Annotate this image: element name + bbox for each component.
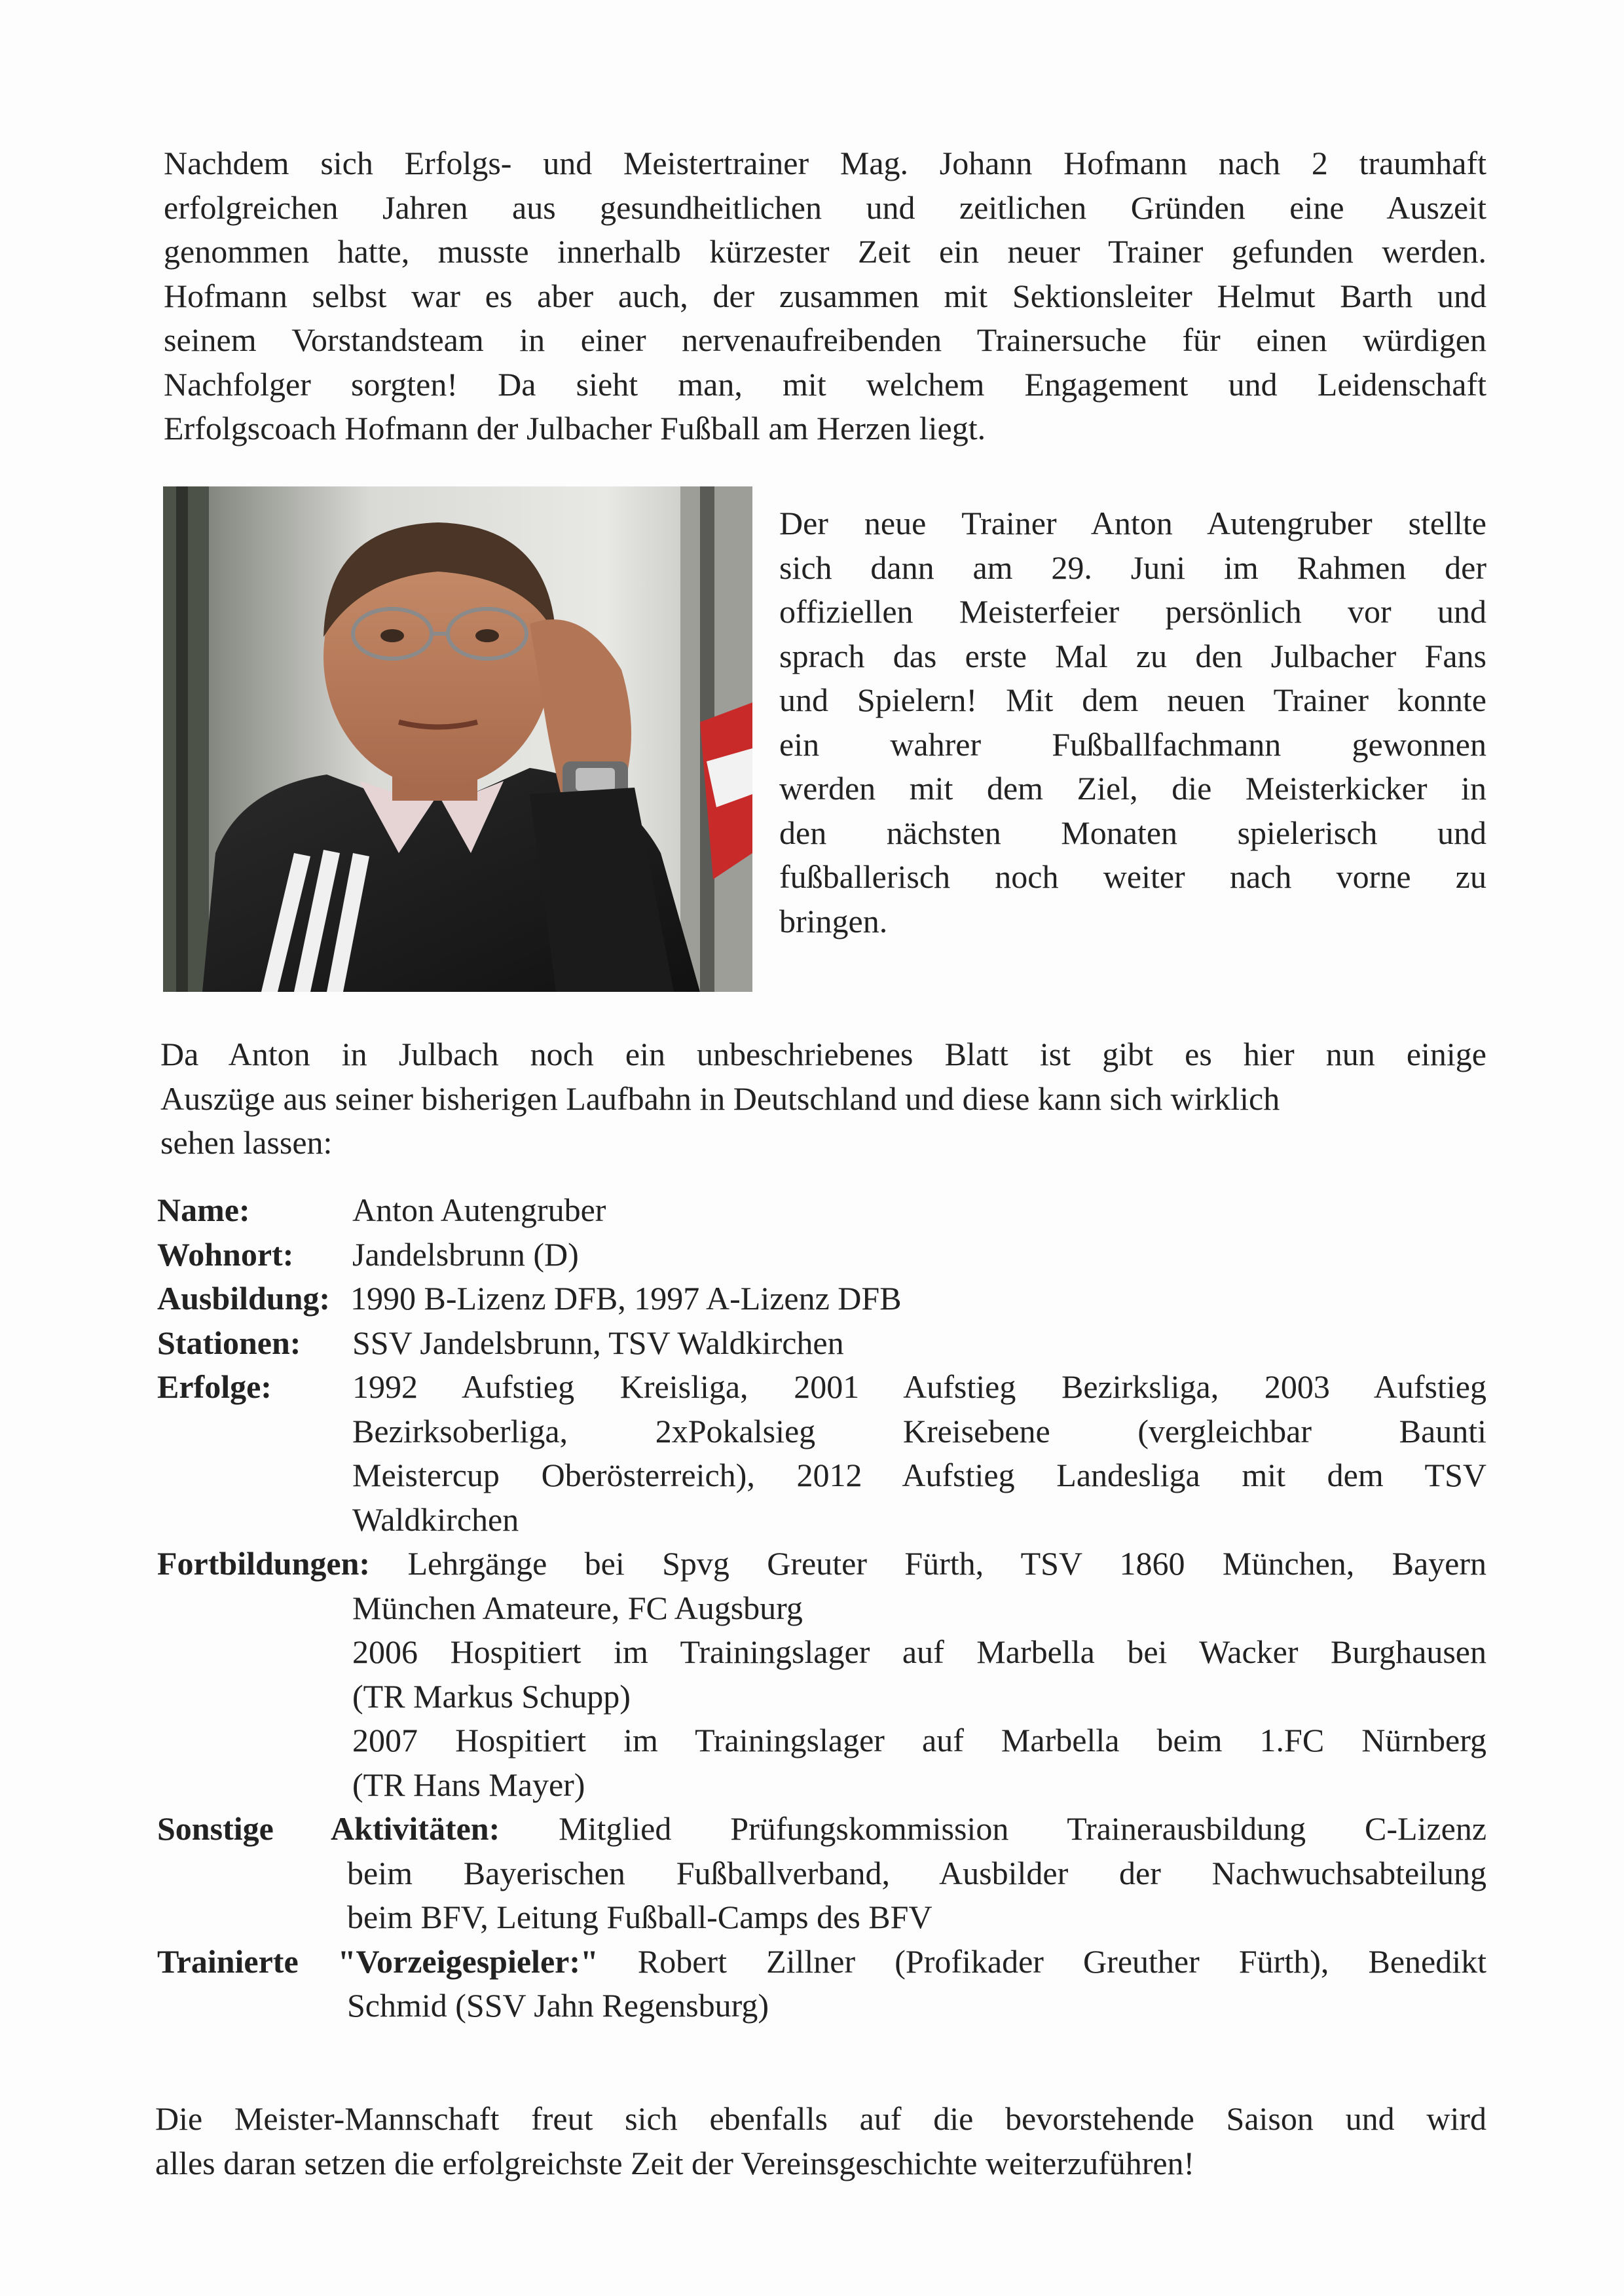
intro-line: erfolgreichen Jahren aus gesundheitlichen und zeitlichen Gründen eine Auszeit xyxy=(164,189,1486,226)
stationen-value: SSV Jandelsbrunn, TSV Waldkirchen xyxy=(352,1324,844,1361)
lead-line: sehen lassen: xyxy=(160,1124,333,1161)
profile-row-fortbildungen xyxy=(157,1542,1486,1807)
profile-section xyxy=(157,1188,1486,2028)
sonstige-line: beim Bayerischen Fußballverband, Ausbilder der Nachwuchsabteilung xyxy=(347,1854,1486,1891)
side-line: bringen. xyxy=(779,902,888,939)
side-line: offiziellen Meisterfeier persönlich vor und xyxy=(779,593,1486,630)
side-paragraph xyxy=(779,501,1486,943)
profile-row-trainierte xyxy=(157,1940,1486,2028)
side-line: den nächsten Monaten spielerisch und xyxy=(779,814,1486,851)
side-line: sprach das erste Mal zu den Julbacher Fans xyxy=(779,637,1486,674)
profile-row-wohnort xyxy=(157,1233,1486,1277)
lead-line: Auszüge aus seiner bisherigen Laufbahn in Deutschland und diese kann sich wirklich xyxy=(160,1080,1280,1117)
side-line: fußballerisch noch weiter nach vorne zu xyxy=(779,858,1486,895)
trainierte-label: Trainierte "Vorzeigespieler:" xyxy=(157,1942,599,1980)
fortbildungen-line: (TR Hans Mayer) xyxy=(352,1766,585,1803)
side-line: ein wahrer Fußballfachmann gewonnen xyxy=(779,725,1486,763)
intro-line: Nachdem sich Erfolgs- und Meistertrainer Mag. Johann Hofmann nach 2 traumhaft xyxy=(164,145,1486,181)
closing-paragraph xyxy=(155,2097,1486,2185)
trainierte-first-line xyxy=(157,1940,1486,1984)
profile-row-stationen xyxy=(157,1321,1486,1366)
side-line: und Spielern! Mit dem neuen Trainer konnte xyxy=(779,682,1486,718)
wohnort-value: Jandelsbrunn (D) xyxy=(352,1235,579,1273)
sonstige-label: Sonstige Aktivitäten: xyxy=(157,1810,500,1847)
intro-paragraph xyxy=(164,141,1486,451)
sonstige-line: beim BFV, Leitung Fußball-Camps des BFV xyxy=(347,1899,932,1935)
ausbildung-value: 1990 B-Lizenz DFB, 1997 A-Lizenz DFB xyxy=(350,1280,902,1317)
erfolge-line: Meistercup Oberösterreich), 2012 Aufstieg Landesliga mit dem TSV xyxy=(352,1457,1486,1493)
wohnort-label: Wohnort: xyxy=(157,1235,294,1273)
ausbildung-label: Ausbildung: xyxy=(157,1280,331,1317)
intro-line: Nachfolger sorgten! Da sieht man, mit welchem Engagement und Leidenschaft xyxy=(164,365,1486,403)
profile-row-ausbildung xyxy=(157,1277,1486,1321)
fortbildungen-label: Fortbildungen: xyxy=(157,1545,371,1582)
name-value: Anton Autengruber xyxy=(352,1192,606,1228)
fortbildungen-line: (TR Markus Schupp) xyxy=(352,1677,631,1715)
trainierte-first-value: Robert Zillner (Profikader Greuther Fürth), Benedikt xyxy=(637,1942,1486,1980)
profile-row-name xyxy=(157,1188,1486,1233)
erfolge-line: Bezirksoberliga, 2xPokalsieg Kreisebene (vergleichbar Baunti xyxy=(352,1412,1486,1449)
fortbildungen-line: München Amateure, FC Augsburg xyxy=(352,1589,803,1626)
trainierte-line: Schmid (SSV Jahn Regensburg) xyxy=(347,1987,769,2024)
fortbildungen-line: 2006 Hospitiert im Trainingslager auf Marbella bei Wacker Burghausen xyxy=(352,1633,1486,1670)
intro-line: genommen hatte, musste innerhalb kürzester Zeit ein neuer Trainer gefunden werden. xyxy=(164,233,1486,270)
sonstige-first-line xyxy=(157,1807,1486,1851)
fortbildungen-first-value: Lehrgänge bei Spvg Greuter Fürth, TSV 1860 München, Bayern xyxy=(407,1545,1487,1582)
intro-line: Erfolgscoach Hofmann der Julbacher Fußball am Herzen liegt. xyxy=(164,410,986,446)
closing-line: alles daran setzen die erfolgreichste Zeit der Vereinsgeschichte weiterzuführen! xyxy=(155,2144,1195,2181)
lead-paragraph xyxy=(160,1032,1486,1165)
profile-row-erfolge xyxy=(157,1365,1486,1542)
erfolge-line: 1992 Aufstieg Kreisliga, 2001 Aufstieg Bezirksliga, 2003 Aufstieg xyxy=(352,1368,1486,1405)
intro-line: Hofmann selbst war es aber auch, der zusammen mit Sektionsleiter Helmut Barth und xyxy=(164,277,1486,314)
coach-photo xyxy=(163,486,752,992)
fortbildungen-line: 2007 Hospitiert im Trainingslager auf Marbella beim 1.FC Nürnberg xyxy=(352,1722,1486,1758)
fortbildungen-first-line xyxy=(157,1542,1486,1586)
lead-line: Da Anton in Julbach noch ein unbeschriebenes Blatt ist gibt es hier nun einige xyxy=(160,1036,1486,1072)
closing-line: Die Meister-Mannschaft freut sich ebenfalls auf die bevorstehende Saison und wird xyxy=(155,2100,1486,2137)
side-line: Der neue Trainer Anton Autengruber stellte xyxy=(779,505,1486,541)
erfolge-line: Waldkirchen xyxy=(352,1501,519,1538)
sonstige-first-value: Mitglied Prüfungskommission Trainerausbildung C-Lizenz xyxy=(559,1810,1487,1847)
intro-line: seinem Vorstandsteam in einer nervenaufreibenden Trainersuche für einen würdigen xyxy=(164,321,1486,358)
side-line: werden mit dem Ziel, die Meisterkicker in xyxy=(779,770,1486,807)
stationen-label: Stationen: xyxy=(157,1324,301,1361)
name-label: Name: xyxy=(157,1192,250,1228)
erfolge-label: Erfolge: xyxy=(157,1368,272,1405)
side-line: sich dann am 29. Juni im Rahmen der xyxy=(779,549,1486,586)
profile-row-sonstige xyxy=(157,1807,1486,1940)
